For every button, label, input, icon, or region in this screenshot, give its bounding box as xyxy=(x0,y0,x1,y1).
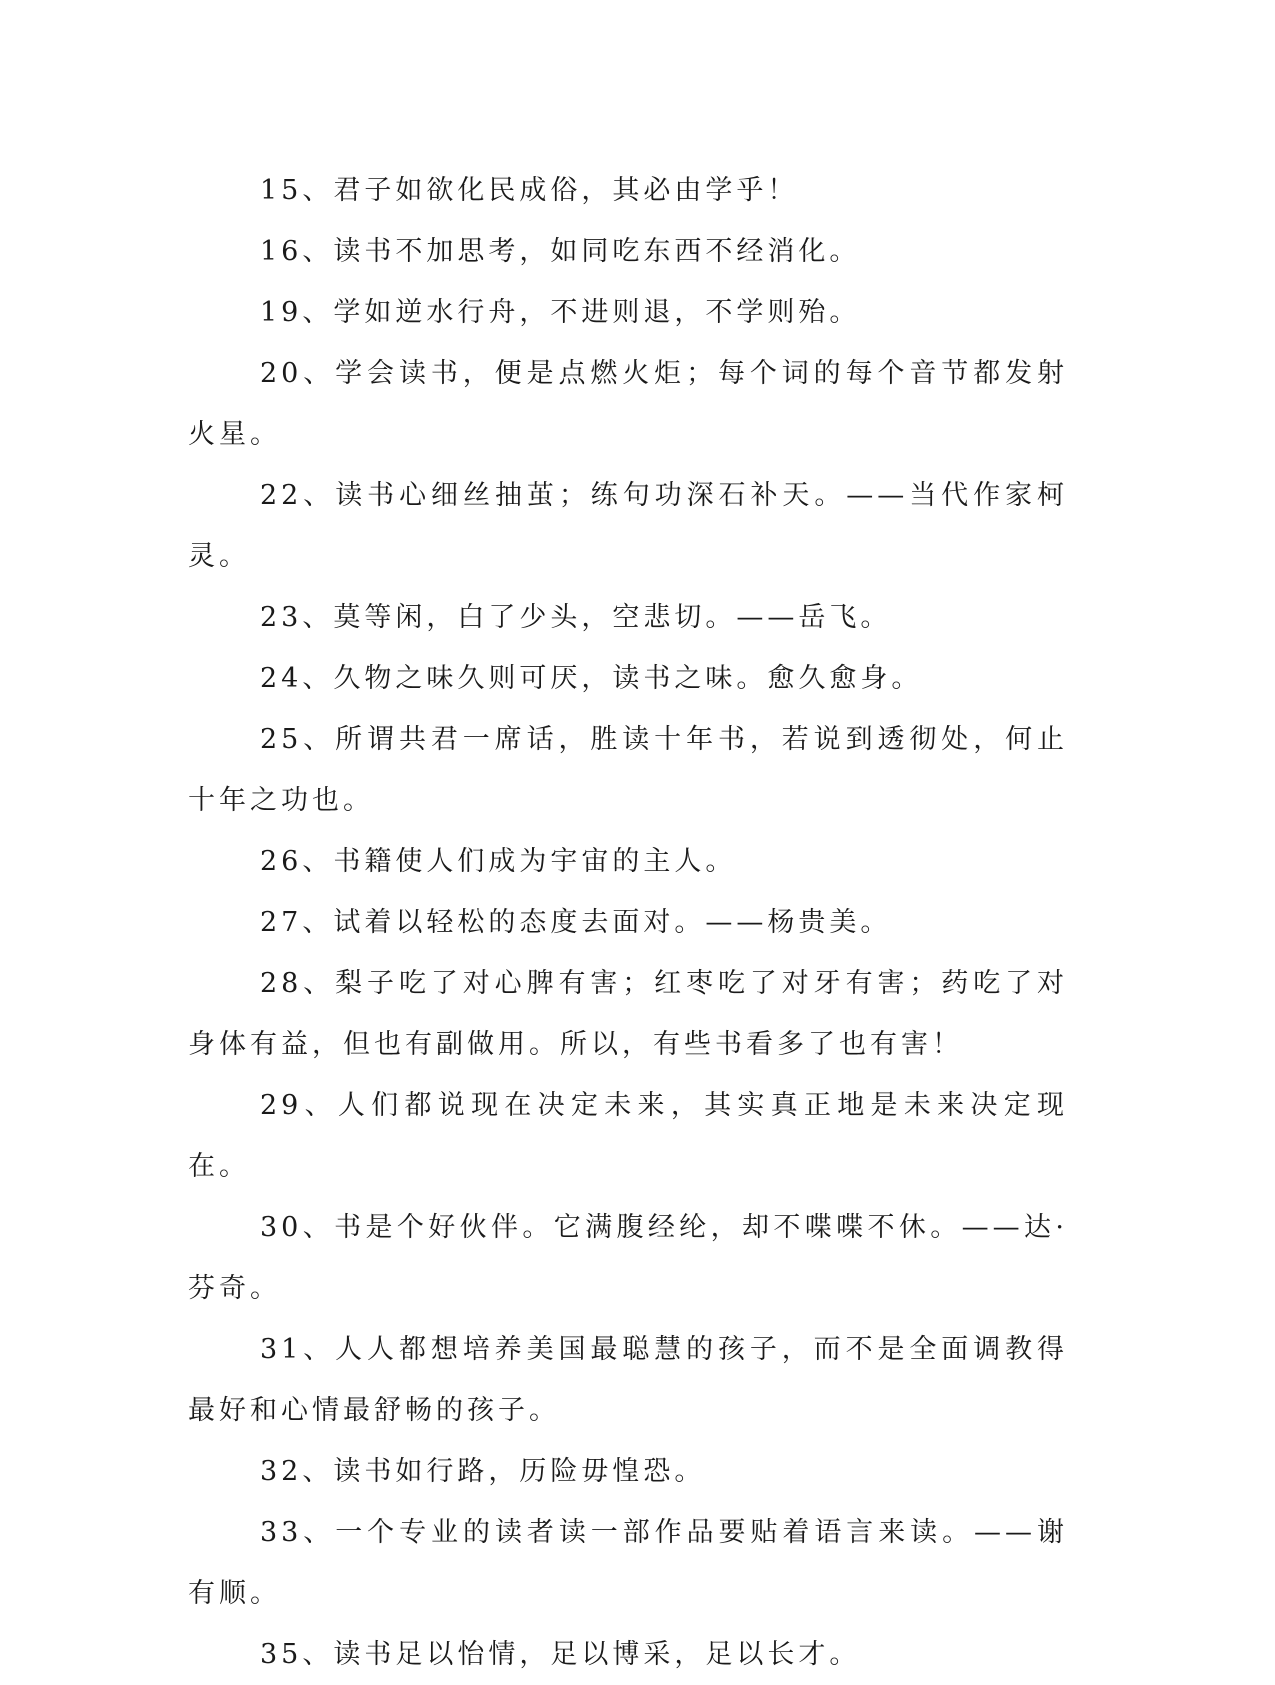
quote-28: 28、梨子吃了对心脾有害；红枣吃了对牙有害；药吃了对身体有益，但也有副做用。所以，有些书看多了也有害！ xyxy=(188,968,1068,1060)
quote-22: 22、读书心细丝抽茧；练句功深石补天。——当代作家柯灵。 xyxy=(188,480,1068,572)
quote-35: 35、读书足以怡情，足以博采，足以长才。 xyxy=(260,1639,861,1670)
quote-26: 26、书籍使人们成为宇宙的主人。 xyxy=(260,846,737,877)
quote-25: 25、所谓共君一席话，胜读十年书，若说到透彻处，何止十年之功也。 xyxy=(188,724,1068,816)
quote-list xyxy=(188,160,1068,1685)
quote-27: 27、试着以轻松的态度去面对。——杨贵美。 xyxy=(260,907,892,938)
quote-33: 33、一个专业的读者读一部作品要贴着语言来读。——谢有顺。 xyxy=(188,1517,1068,1609)
quote-16: 16、读书不加思考，如同吃东西不经消化。 xyxy=(260,236,861,267)
quote-29: 29、人们都说现在决定未来，其实真正地是未来决定现在。 xyxy=(188,1090,1068,1182)
quote-32: 32、读书如行路，历险毋惶恐。 xyxy=(260,1456,706,1487)
quote-31: 31、人人都想培养美国最聪慧的孩子，而不是全面调教得最好和心情最舒畅的孩子。 xyxy=(188,1334,1068,1426)
quote-19: 19、学如逆水行舟，不进则退，不学则殆。 xyxy=(260,297,861,328)
quote-24: 24、久物之味久则可厌，读书之味。愈久愈身。 xyxy=(260,663,923,694)
quote-23: 23、莫等闲，白了少头，空悲切。——岳飞。 xyxy=(260,602,892,633)
quote-15: 15、君子如欲化民成俗，其必由学乎！ xyxy=(260,175,799,206)
quote-30: 30、书是个好伙伴。它满腹经纶，却不喋喋不休。——达·芬奇。 xyxy=(188,1212,1068,1304)
quote-20: 20、学会读书，便是点燃火炬；每个词的每个音节都发射火星。 xyxy=(188,358,1068,450)
